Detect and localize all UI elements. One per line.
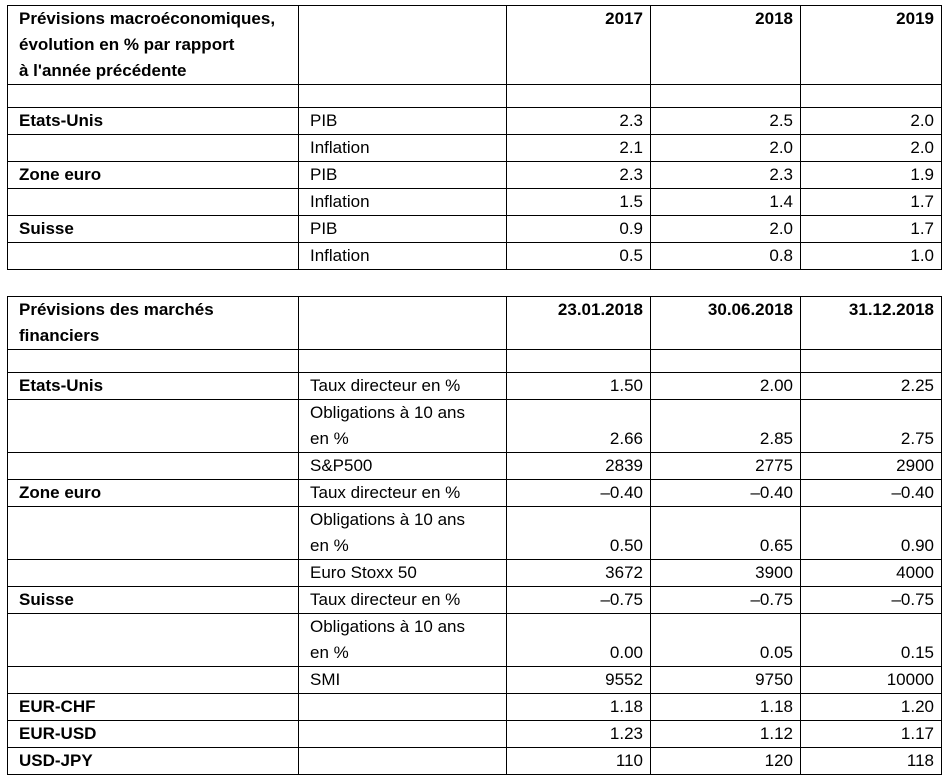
value-cell: 2.75 — [801, 400, 942, 453]
country-cell: EUR-CHF — [8, 694, 299, 721]
indicator-line: Obligations à 10 ans — [310, 510, 465, 529]
value-cell: 1.17 — [801, 721, 942, 748]
value-cell: –0.75 — [651, 587, 801, 614]
value-cell: 2.0 — [801, 135, 942, 162]
value-cell: 118 — [801, 748, 942, 775]
value-cell: 1.7 — [801, 216, 942, 243]
empty-cell — [8, 85, 299, 108]
indicator-line: Taux directeur en % — [310, 590, 461, 609]
value-cell: –0.40 — [651, 480, 801, 507]
value-cell: 0.15 — [801, 614, 942, 667]
value-cell: 2.0 — [651, 216, 801, 243]
value-cell: 3672 — [507, 560, 651, 587]
value-cell: 3900 — [651, 560, 801, 587]
empty-cell — [299, 350, 507, 373]
column-header: 31.12.2018 — [801, 297, 942, 350]
empty-cell — [299, 6, 507, 85]
value-cell: 110 — [507, 748, 651, 775]
table-row — [8, 108, 942, 135]
value-cell: 2.0 — [651, 135, 801, 162]
table-title-line: à l'année précédente — [19, 61, 187, 80]
value-cell: 120 — [651, 748, 801, 775]
value-cell: 2.3 — [507, 162, 651, 189]
value-cell: 0.5 — [507, 243, 651, 270]
country-cell: Zone euro — [8, 480, 299, 507]
value-cell: 2.1 — [507, 135, 651, 162]
indicator-line: S&P500 — [310, 456, 373, 475]
value-cell: 1.4 — [651, 189, 801, 216]
value-cell: 1.18 — [507, 694, 651, 721]
table-header-row — [8, 6, 942, 85]
indicator-cell: PIB — [299, 162, 507, 189]
table-title — [8, 6, 299, 85]
value-cell: 2775 — [651, 453, 801, 480]
country-cell — [8, 667, 299, 694]
indicator-cell — [299, 400, 507, 453]
value-cell: 1.18 — [651, 694, 801, 721]
value-cell: 0.05 — [651, 614, 801, 667]
value-cell: 2.3 — [651, 162, 801, 189]
indicator-cell — [299, 373, 507, 400]
value-cell: 1.20 — [801, 694, 942, 721]
spacer-row — [8, 350, 942, 373]
empty-cell — [507, 85, 651, 108]
indicator-line: Taux directeur en % — [310, 376, 461, 395]
indicator-cell — [299, 453, 507, 480]
column-header: 2018 — [651, 6, 801, 85]
value-cell: 0.65 — [651, 507, 801, 560]
indicator-line: en % — [310, 536, 349, 555]
value-cell: –0.75 — [801, 587, 942, 614]
indicator-cell — [299, 694, 507, 721]
country-cell: EUR-USD — [8, 721, 299, 748]
indicator-cell: Inflation — [299, 135, 507, 162]
empty-cell — [651, 85, 801, 108]
indicator-cell — [299, 587, 507, 614]
indicator-cell — [299, 480, 507, 507]
empty-cell — [801, 85, 942, 108]
country-cell: Etats-Unis — [8, 373, 299, 400]
country-cell: USD-JPY — [8, 748, 299, 775]
value-cell: 2.3 — [507, 108, 651, 135]
table-title-line: évolution en % par rapport — [19, 35, 235, 54]
value-cell: 1.7 — [801, 189, 942, 216]
value-cell: 2.00 — [651, 373, 801, 400]
table-row — [8, 667, 942, 694]
indicator-line: Obligations à 10 ans — [310, 403, 465, 422]
value-cell: 2900 — [801, 453, 942, 480]
empty-cell — [651, 350, 801, 373]
value-cell: 9750 — [651, 667, 801, 694]
table-title — [8, 297, 299, 350]
country-cell: Suisse — [8, 216, 299, 243]
value-cell: 2.85 — [651, 400, 801, 453]
value-cell: 0.00 — [507, 614, 651, 667]
indicator-line: Obligations à 10 ans — [310, 617, 465, 636]
empty-cell — [507, 350, 651, 373]
indicator-line: SMI — [310, 670, 341, 689]
table-title-line: Prévisions macroéconomiques, — [19, 9, 276, 28]
value-cell: 1.9 — [801, 162, 942, 189]
indicator-line: en % — [310, 429, 349, 448]
indicator-cell — [299, 507, 507, 560]
indicator-line: Taux directeur en % — [310, 483, 461, 502]
country-cell — [8, 135, 299, 162]
table-row — [8, 721, 942, 748]
table-row — [8, 189, 942, 216]
column-header: 30.06.2018 — [651, 297, 801, 350]
empty-cell — [801, 350, 942, 373]
table-row — [8, 507, 942, 560]
empty-cell — [299, 85, 507, 108]
value-cell: –0.40 — [507, 480, 651, 507]
value-cell: 2.66 — [507, 400, 651, 453]
market-forecast-table — [7, 296, 942, 775]
table-row — [8, 694, 942, 721]
value-cell: 0.50 — [507, 507, 651, 560]
country-cell — [8, 560, 299, 587]
column-header: 2017 — [507, 6, 651, 85]
value-cell: 2839 — [507, 453, 651, 480]
table-header-row — [8, 297, 942, 350]
country-cell — [8, 400, 299, 453]
table-row — [8, 560, 942, 587]
macro-forecast-table — [7, 5, 942, 270]
value-cell: 1.23 — [507, 721, 651, 748]
table-row — [8, 453, 942, 480]
table-row — [8, 748, 942, 775]
indicator-cell: PIB — [299, 216, 507, 243]
table-title-line: Prévisions des marchés — [19, 300, 214, 319]
country-cell — [8, 453, 299, 480]
country-cell: Suisse — [8, 587, 299, 614]
empty-cell — [299, 297, 507, 350]
country-cell — [8, 614, 299, 667]
table-row — [8, 216, 942, 243]
value-cell: 0.8 — [651, 243, 801, 270]
table-row — [8, 135, 942, 162]
value-cell: 1.5 — [507, 189, 651, 216]
table-row — [8, 373, 942, 400]
value-cell: 4000 — [801, 560, 942, 587]
value-cell: 0.9 — [507, 216, 651, 243]
value-cell: 0.90 — [801, 507, 942, 560]
indicator-cell — [299, 560, 507, 587]
indicator-cell — [299, 721, 507, 748]
value-cell: 1.12 — [651, 721, 801, 748]
empty-cell — [8, 350, 299, 373]
table-row — [8, 400, 942, 453]
column-header: 2019 — [801, 6, 942, 85]
value-cell: –0.40 — [801, 480, 942, 507]
indicator-cell — [299, 667, 507, 694]
indicator-cell — [299, 748, 507, 775]
value-cell: –0.75 — [507, 587, 651, 614]
country-cell — [8, 507, 299, 560]
indicator-cell: Inflation — [299, 189, 507, 216]
value-cell: 2.5 — [651, 108, 801, 135]
table-row — [8, 587, 942, 614]
table-row — [8, 480, 942, 507]
value-cell: 2.25 — [801, 373, 942, 400]
value-cell: 1.50 — [507, 373, 651, 400]
table-row — [8, 614, 942, 667]
indicator-line: en % — [310, 643, 349, 662]
value-cell: 1.0 — [801, 243, 942, 270]
indicator-cell: PIB — [299, 108, 507, 135]
country-cell — [8, 243, 299, 270]
indicator-cell — [299, 614, 507, 667]
value-cell: 2.0 — [801, 108, 942, 135]
country-cell — [8, 189, 299, 216]
indicator-cell: Inflation — [299, 243, 507, 270]
table-row — [8, 243, 942, 270]
indicator-line: Euro Stoxx 50 — [310, 563, 417, 582]
table-title-line: financiers — [19, 326, 100, 345]
value-cell: 9552 — [507, 667, 651, 694]
table-row — [8, 162, 942, 189]
country-cell: Zone euro — [8, 162, 299, 189]
spacer-row — [8, 85, 942, 108]
column-header: 23.01.2018 — [507, 297, 651, 350]
value-cell: 10000 — [801, 667, 942, 694]
country-cell: Etats-Unis — [8, 108, 299, 135]
